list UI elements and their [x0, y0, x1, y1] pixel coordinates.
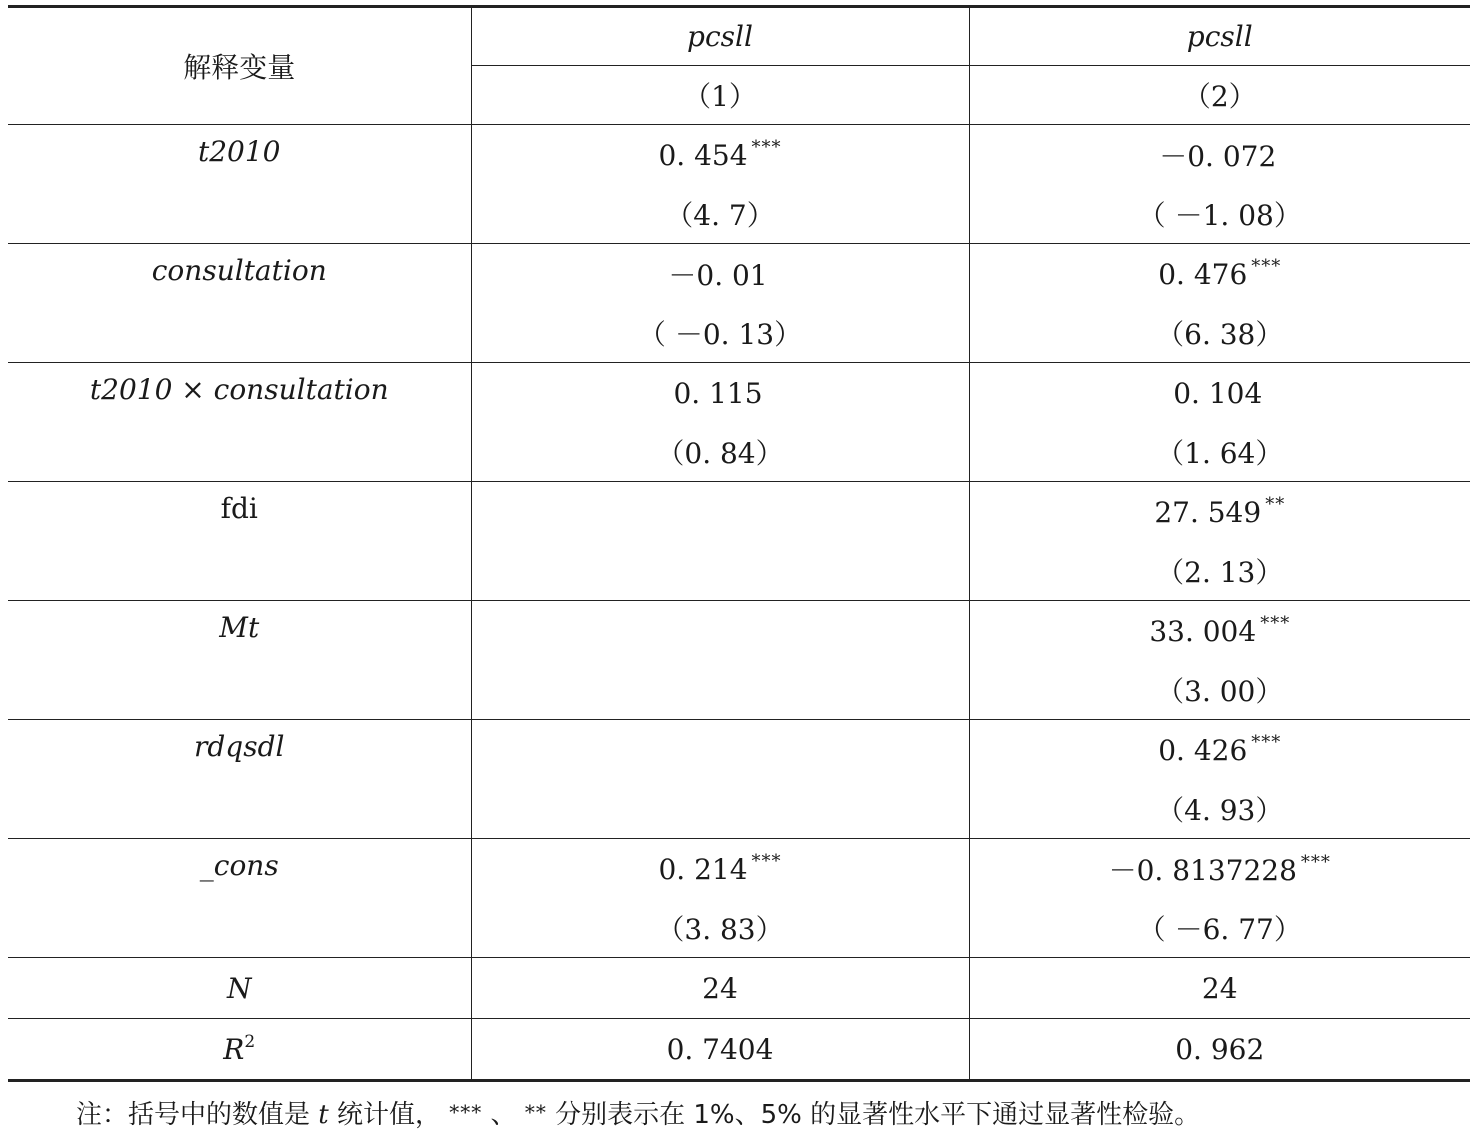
table-row	[8, 244, 1470, 304]
coef-cell: －0. 01	[471, 244, 969, 304]
col1-name-header: pcsll	[471, 7, 969, 66]
coef-cell	[471, 601, 969, 661]
table-row	[8, 125, 1470, 185]
table-row	[8, 720, 1470, 780]
coef-cell: －0. 072	[969, 125, 1470, 185]
r2-cell: 0. 7404	[471, 1019, 969, 1081]
tstat-cell: （3. 00）	[969, 660, 1470, 720]
variable-header: 解释变量	[8, 7, 471, 125]
row-label-n: N	[8, 958, 471, 1019]
tstat-cell: （4. 93）	[969, 779, 1470, 839]
row-label: fdi	[8, 482, 471, 601]
row-label-r2: $R^2$	[8, 1019, 471, 1081]
table-row	[8, 601, 1470, 661]
coef-cell: 0. 104	[969, 363, 1470, 423]
row-label: consultation	[8, 244, 471, 363]
table-note: 注：括号中的数值是 t 统计值， *** 、 ** 分别表示在 1%、5% 的显著性水平下通过显著性检验。	[76, 1100, 1201, 1130]
table-row	[8, 839, 1470, 899]
coef-cell: 0. 115	[471, 363, 969, 423]
tstat-cell: （ －0. 13）	[471, 303, 969, 363]
tstat-cell: （3. 83）	[471, 898, 969, 958]
coef-cell: 0. 426 ***	[969, 720, 1470, 780]
table-row	[8, 363, 1470, 423]
tstat-cell: （ －1. 08）	[969, 184, 1470, 244]
coef-cell	[471, 720, 969, 780]
row-label: rdqsdl	[8, 720, 471, 839]
table-row	[8, 482, 1470, 542]
col2-name-header: pcsll	[969, 7, 1470, 66]
coef-cell	[471, 482, 969, 542]
n-cell: 24	[471, 958, 969, 1019]
row-label: Mt	[8, 601, 471, 720]
table-row	[8, 958, 1470, 1019]
header-row-1	[8, 7, 1470, 66]
tstat-cell	[471, 779, 969, 839]
col2-num-header: （2）	[969, 66, 1470, 125]
coef-cell: 27. 549 **	[969, 482, 1470, 542]
coef-cell: 0. 476 ***	[969, 244, 1470, 304]
coef-cell: 0. 454 ***	[471, 125, 969, 185]
tstat-cell	[471, 541, 969, 601]
coef-cell: －0. 8137228 ***	[969, 839, 1470, 899]
tstat-cell: （2. 13）	[969, 541, 1470, 601]
row-label: t2010	[8, 125, 471, 244]
tstat-cell: （0. 84）	[471, 422, 969, 482]
col1-num-header: （1）	[471, 66, 969, 125]
tstat-cell	[471, 660, 969, 720]
table-row	[8, 1019, 1470, 1081]
row-label: t2010 × consultation	[8, 363, 471, 482]
regression-table	[8, 5, 1470, 1082]
n-cell: 24	[969, 958, 1470, 1019]
tstat-cell: （4. 7）	[471, 184, 969, 244]
tstat-cell: （ －6. 77）	[969, 898, 1470, 958]
tstat-cell: （1. 64）	[969, 422, 1470, 482]
r2-cell: 0. 962	[969, 1019, 1470, 1081]
coef-cell: 33. 004 ***	[969, 601, 1470, 661]
row-label: _cons	[8, 839, 471, 958]
tstat-cell: （6. 38）	[969, 303, 1470, 363]
coef-cell: 0. 214 ***	[471, 839, 969, 899]
